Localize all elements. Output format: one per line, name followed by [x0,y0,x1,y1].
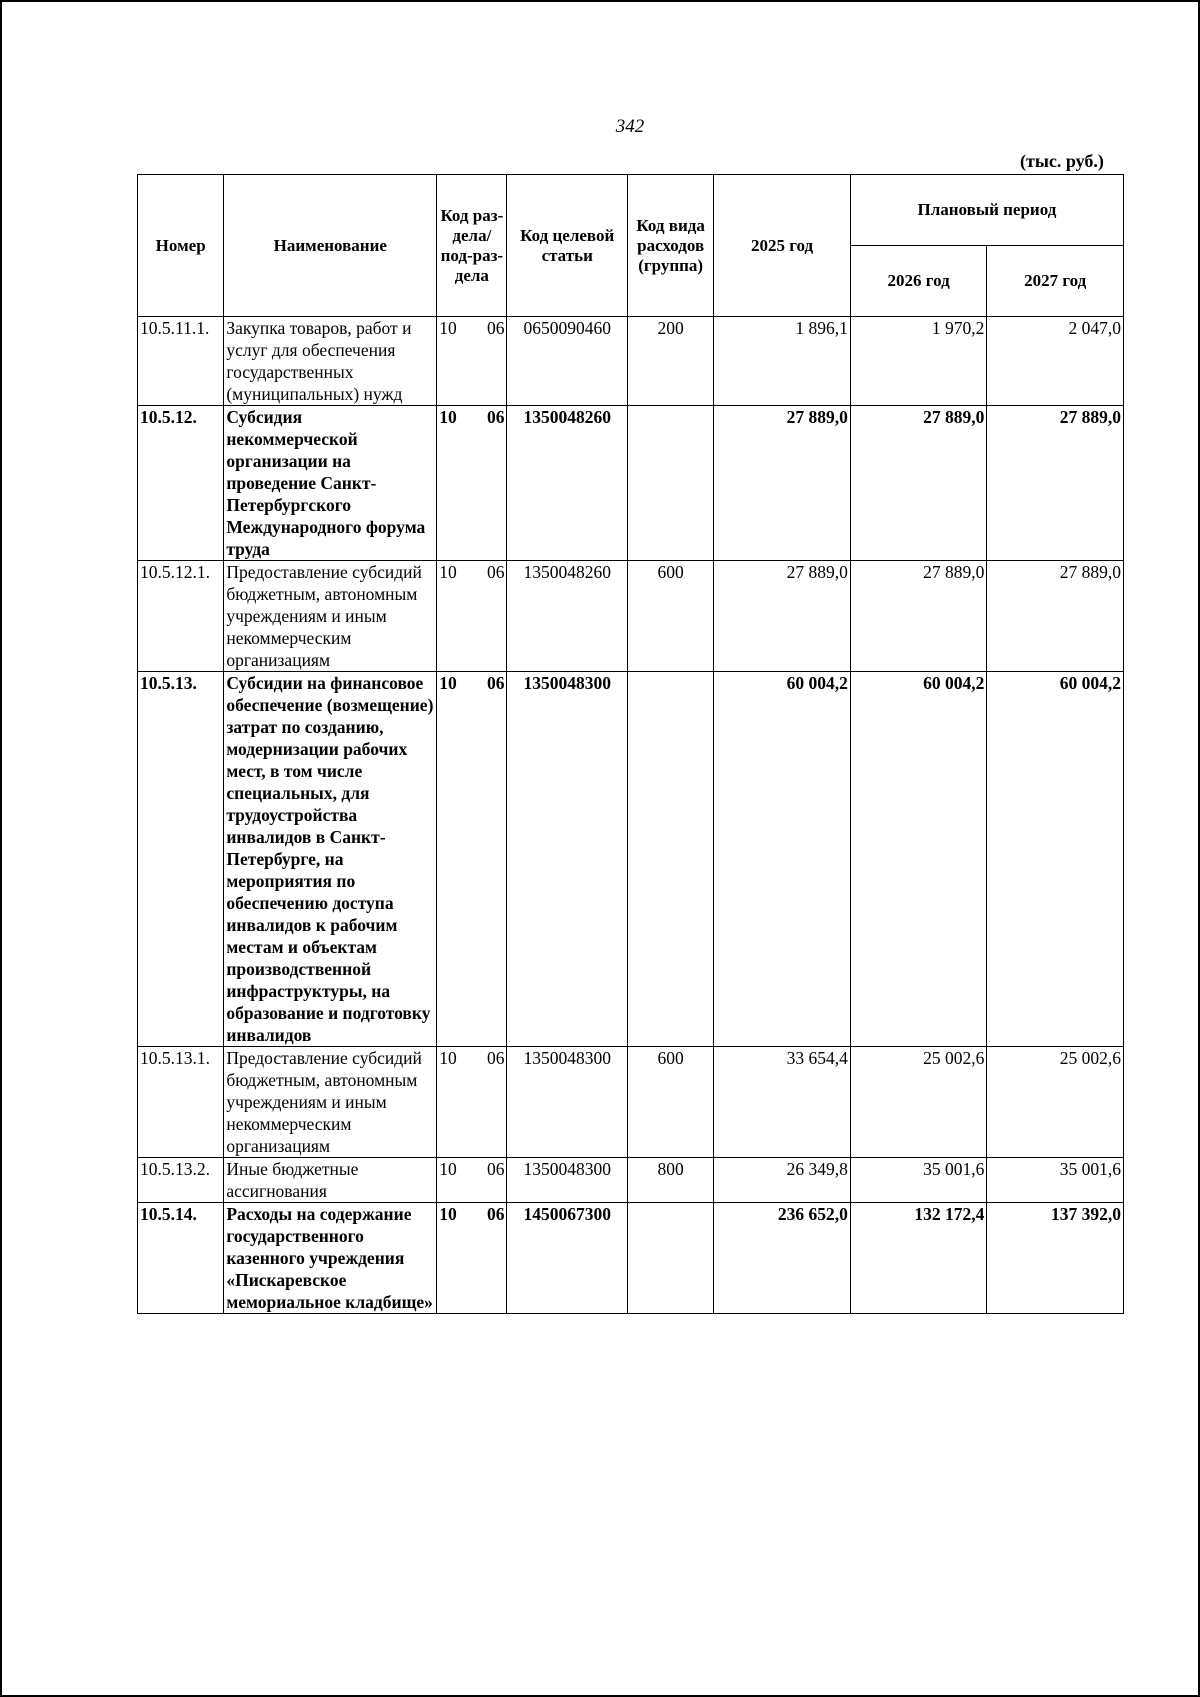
header-name: Наименование [224,175,437,317]
header-planning-period: Плановый период [850,175,1123,246]
row-section: 10 [439,562,457,582]
table-row [138,317,1124,406]
row-section-code [437,1158,507,1203]
table-row [138,1203,1124,1314]
row-number: 10.5.13. [138,672,224,1047]
row-amount-2027: 27 889,0 [987,561,1124,672]
row-number: 10.5.13.2. [138,1158,224,1203]
header-expense-type: Код вида расходов (группа) [627,175,713,317]
row-section: 10 [439,1204,457,1224]
row-expense-type [627,672,713,1047]
row-target-code: 1350048300 [507,1158,627,1203]
row-section: 10 [439,673,457,693]
row-subsection: 06 [486,1204,505,1224]
header-number: Номер [138,175,224,317]
units-label: (тыс. руб.) [1020,151,1104,171]
row-target-code: 1450067300 [507,1203,627,1314]
row-subsection: 06 [486,318,505,338]
row-amount-2026: 25 002,6 [850,1047,987,1158]
row-section-code [437,317,507,406]
row-name: Субсидии на финансовое обеспечение (возмещение) затрат по созданию, модернизации рабочих мест, в том числе специальных, для трудоустройства инвалидов в Санкт-Петербурге, на мероприятия по обеспечению доступа инвалидов к рабочим местам и объектам производственной инфраструктуры, на образование и подготовку инвалидов [224,672,437,1047]
row-target-code: 1350048260 [507,406,627,561]
row-target-code: 1350048300 [507,1047,627,1158]
table-body [138,317,1124,1314]
row-expense-type: 800 [627,1158,713,1203]
row-number: 10.5.12.1. [138,561,224,672]
page-number: 342 [615,116,645,137]
row-expense-type: 200 [627,317,713,406]
page-border-top [0,0,1200,4]
row-expense-type: 600 [627,561,713,672]
table-row [138,1158,1124,1203]
row-section: 10 [439,1159,457,1179]
header-section-code: Код раз-дела/ под-раз-дела [437,175,507,317]
row-expense-type [627,1203,713,1314]
row-amount-2025: 236 652,0 [714,1203,851,1314]
row-amount-2027: 27 889,0 [987,406,1124,561]
row-amount-2025: 27 889,0 [714,561,851,672]
row-amount-2027: 137 392,0 [987,1203,1124,1314]
table-row [138,406,1124,561]
row-amount-2027: 60 004,2 [987,672,1124,1047]
row-amount-2027: 25 002,6 [987,1047,1124,1158]
row-target-code: 1350048260 [507,561,627,672]
row-amount-2026: 1 970,2 [850,317,987,406]
header-year-2026: 2026 год [850,246,987,317]
row-section-code [437,561,507,672]
row-section: 10 [439,1048,457,1068]
row-subsection: 06 [486,673,505,693]
row-subsection: 06 [486,1159,505,1179]
row-section-code [437,672,507,1047]
table-row [138,1047,1124,1158]
row-subsection: 06 [486,562,505,582]
row-amount-2025: 26 349,8 [714,1158,851,1203]
table-row [138,561,1124,672]
page-border-left [0,0,2,1697]
row-amount-2026: 27 889,0 [850,406,987,561]
row-amount-2025: 33 654,4 [714,1047,851,1158]
row-amount-2025: 27 889,0 [714,406,851,561]
row-name: Предоставление субсидий бюджетным, автономным учреждениям и иным некоммерческим организациям [224,1047,437,1158]
table-row [138,672,1124,1047]
row-amount-2026: 35 001,6 [850,1158,987,1203]
row-expense-type [627,406,713,561]
row-amount-2027: 2 047,0 [987,317,1124,406]
row-section: 10 [439,318,457,338]
row-number: 10.5.11.1. [138,317,224,406]
row-number: 10.5.12. [138,406,224,561]
row-number: 10.5.13.1. [138,1047,224,1158]
row-name: Закупка товаров, работ и услуг для обеспечения государственных (муниципальных) нужд [224,317,437,406]
row-amount-2027: 35 001,6 [987,1158,1124,1203]
row-expense-type: 600 [627,1047,713,1158]
row-number: 10.5.14. [138,1203,224,1314]
header-year-2027: 2027 год [987,246,1124,317]
row-amount-2026: 132 172,4 [850,1203,987,1314]
row-name: Предоставление субсидий бюджетным, автономным учреждениям и иным некоммерческим организациям [224,561,437,672]
row-name: Расходы на содержание государственного казенного учреждения «Пискаревское мемориальное кладбище» [224,1203,437,1314]
header-year-2025: 2025 год [714,175,851,317]
row-section-code [437,406,507,561]
row-target-code: 0650090460 [507,317,627,406]
header-target-code: Код целевой статьи [507,175,627,317]
row-name: Субсидия некоммерческой организации на проведение Санкт-Петербургского Международного форума труда [224,406,437,561]
row-amount-2025: 1 896,1 [714,317,851,406]
row-section-code [437,1203,507,1314]
budget-table [137,174,1124,1314]
row-subsection: 06 [486,407,505,427]
row-section: 10 [439,407,457,427]
row-subsection: 06 [486,1048,505,1068]
row-amount-2026: 60 004,2 [850,672,987,1047]
row-section-code [437,1047,507,1158]
row-target-code: 1350048300 [507,672,627,1047]
row-amount-2026: 27 889,0 [850,561,987,672]
row-name: Иные бюджетные ассигнования [224,1158,437,1203]
row-amount-2025: 60 004,2 [714,672,851,1047]
